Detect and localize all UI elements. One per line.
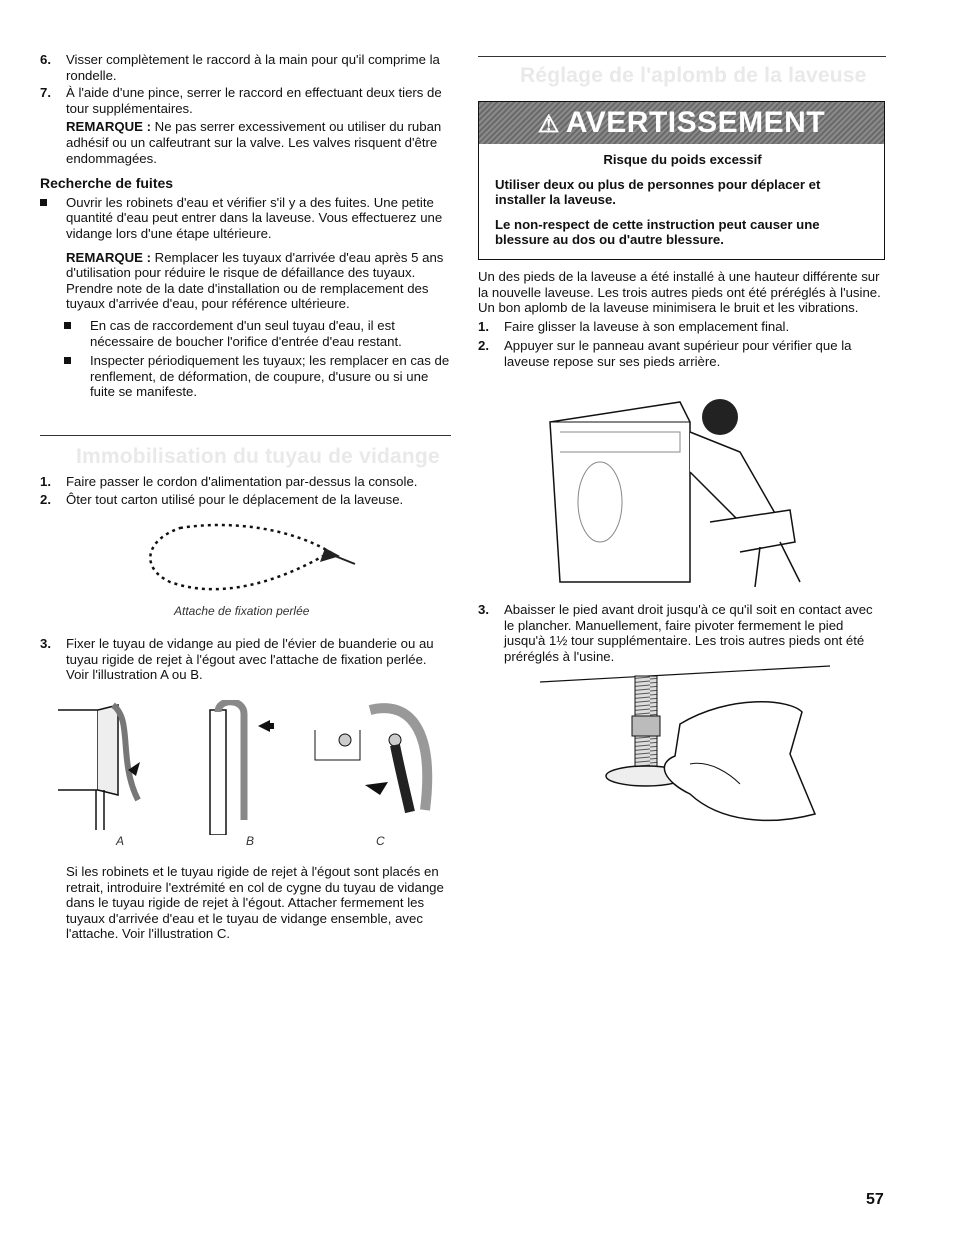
step-item (478, 602, 886, 664)
note-paragraph (66, 119, 452, 166)
note-paragraph (66, 250, 452, 312)
step-number: 1. (40, 474, 51, 489)
warning-box (478, 101, 885, 260)
step-number: 7. (40, 85, 51, 101)
note-text: Remplacer les tuyaux d'arrivée d'eau après 5 ans d'utilisation pour réduire le risque de défaillance des tuyaux. Prendre note de la date d'installation ou de remplacement des tuyaux d'arrivée d'eau, pour référence ultérieure. (66, 249, 444, 312)
step-number: 2. (40, 491, 51, 507)
step-text: Fixer le tuyau de vidange au pied de l'évier de buanderie ou au tuyau rigide de rejet à l'égout avec l'attache de fixation perlée. Voir l'illustration A ou B. (66, 636, 434, 683)
step-item (40, 85, 452, 166)
illustration-a (58, 700, 158, 835)
label-c: C (376, 834, 385, 848)
level-intro: Un des pieds de la laveuse a été installé à une hauteur différente sur la nouvelle laveuse. Les trois autres pieds ont été préréglés à l'usine. Un bon aplomb de la laveuse minimisera le bruit et les vibrations. (478, 269, 881, 316)
leaks-heading: Recherche de fuites (40, 175, 174, 192)
push-washer-illustration (540, 392, 815, 592)
section-divider (40, 435, 451, 436)
step-text: À l'aide d'une pince, serrer le raccord en effectuant deux tiers de tour supplémentaires. (66, 85, 442, 116)
leveling-foot-illustration (540, 664, 840, 834)
warning-body (479, 144, 884, 248)
step-number: 6. (40, 52, 51, 67)
step-text: Abaisser le pied avant droit jusqu'à ce qu'il soit en contact avec le plancher. Manuellement, faire pivoter fermement le pied jusqu'à 1½ tour supplémentaire. Les trois autres pieds ont été préréglés à l'usine. (504, 602, 873, 664)
step-text: Visser complètement le raccord à la main pour qu'il comprime la rondelle. (66, 52, 440, 83)
step-item (40, 474, 452, 490)
step-number: 2. (478, 338, 489, 354)
bullet-text: Ouvrir les robinets d'eau et vérifier s'il y a des fuites. Une petite quantité d'eau peut entrer dans la laveuse. Vous effectuerez une vidange lors d'une étape ultérieure. (66, 194, 443, 241)
step-item (40, 636, 452, 683)
illustration-b (200, 700, 280, 835)
bullet-marker (40, 199, 47, 206)
bullet-text: En cas de raccordement d'un seul tuyau d'eau, il est nécessaire de boucher l'orifice d'entrée d'eau restant. (90, 317, 402, 349)
note-text: Ne pas serrer excessivement ou utiliser du ruban adhésif ou un calfeutrant sur la valve. Les valves risquent d'être endommagées. (66, 119, 442, 166)
warning-banner-text: AVERTISSEMENT (565, 106, 826, 139)
label-a: A (116, 834, 125, 848)
step-text: Faire glisser la laveuse à son emplacement final. (504, 318, 790, 334)
step-item (478, 319, 886, 335)
bullet-item (40, 195, 452, 312)
drain-section-title: Immobilisation du tuyau de vidange (76, 445, 440, 468)
left-column (40, 52, 452, 402)
warning-triangle-icon: ⚠ (537, 111, 560, 138)
sub-bullet-item (64, 318, 452, 349)
step-number: 3. (478, 602, 489, 617)
warning-line: Le non-respect de cette instruction peut causer une blessure au dos ou d'autre blessure. (495, 216, 820, 248)
bullet-text: Inspecter périodiquement les tuyaux; les remplacer en cas de renflement, de déformation, de coupure, d'usure ou si une fuite se manifeste. (90, 353, 450, 400)
step-number: 1. (478, 318, 489, 334)
tie-caption: Attache de fixation perlée (174, 604, 310, 618)
note-label: REMARQUE : (66, 249, 151, 265)
page-number: 57 (866, 1191, 884, 1208)
bullet-marker (64, 357, 71, 364)
final-paragraph: Si les robinets et le tuyau rigide de rejet à l'égout sont placés en retrait, introduire l'extrémité en col de cygne du tuyau de vidange dans le tuyau rigide de rejet à l'égout. Attacher fermement les tuyaux d'arrivée d'eau et le tuyau de vidange ensemble, avec l'attache. Voir l'illustration C. (66, 864, 444, 942)
warning-heading: Risque du poids excessif (603, 152, 762, 167)
drain-steps (40, 474, 452, 509)
level-step3 (478, 602, 886, 666)
step-item (40, 492, 452, 508)
illustration-c (310, 700, 440, 820)
step-item (478, 338, 886, 369)
step-text: Appuyer sur le panneau avant supérieur pour vérifier que la laveuse repose sur ses pieds arrière. (504, 338, 852, 369)
step-item (40, 52, 452, 83)
bullet-marker (64, 322, 71, 329)
step-number: 3. (40, 636, 51, 651)
note-label: REMARQUE : (66, 119, 151, 135)
step-text: Ôter tout carton utilisé pour le déplacement de la laveuse. (66, 491, 404, 507)
warning-line: Utiliser deux ou plus de personnes pour déplacer et installer la laveuse. (495, 176, 821, 208)
section-divider (478, 56, 886, 57)
step-text: Faire passer le cordon d'alimentation par-dessus la console. (66, 474, 418, 489)
level-text (478, 269, 886, 372)
warning-banner (479, 102, 884, 144)
final-paragraph-block (66, 864, 456, 942)
sub-bullet-item (64, 353, 452, 400)
drain-step3 (40, 636, 452, 685)
level-section-title: Réglage de l'aplomb de la laveuse (520, 64, 867, 87)
label-b: B (246, 834, 255, 848)
beaded-tie-illustration (140, 520, 360, 600)
